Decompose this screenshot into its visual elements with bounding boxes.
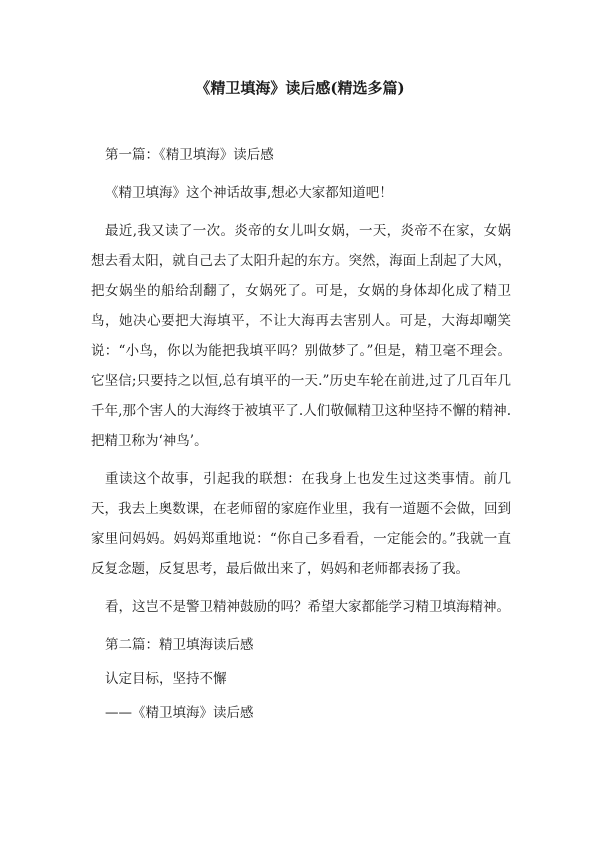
document-body [91, 140, 511, 732]
section-heading-1: 第一篇：《精卫填海》读后感 [105, 147, 274, 163]
paragraph-conclusion: 看，这岂不是警卫精神鼓励的吗？希望大家都能学习精卫填海精神。 [105, 599, 510, 615]
section-heading-2: 第二篇：精卫填海读后感 [105, 637, 254, 653]
subtitle-source: ——《精卫填海》读后感 [105, 705, 254, 721]
subtitle: 认定目标，坚持不懈 [105, 671, 227, 687]
paragraph-intro: 《精卫填海》这个神话故事,想必大家都知道吧！ [105, 185, 393, 201]
paragraph-story: 最近,我又读了一次。炎帝的女儿叫女娲，一天，炎帝不在家，女娲想去看太阳，就自己去了太阳升起的东方。突然，海面上刮起了大风，把女娲坐的船给刮翻了，女娲死了。可是，女娲的身体却化成了精卫鸟，她决心要把大海填平，不让大海再去害别人。可是，大海却嘲笑说：“小鸟，你以为能把我填平吗？别做梦了。”但是，精卫毫不理会。它坚信;只要持之以恒,总有填平的一天.”历史车轮在前进,过了几百年几千年,那个害人的大海终于被填平了.人们敬佩精卫这种坚持不懈的精神.把精卫称为‘神鸟’。 [91, 223, 511, 449]
document-title: 《精卫填海》读后感(精选多篇) [195, 79, 405, 97]
paragraph-reflection: 重读这个故事，引起我的联想：在我身上也发生过这类事情。前几天，我去上奥数课，在老师留的家庭作业里，我有一道题不会做，回到家里问妈妈。妈妈郑重地说：“你自己多看看，一定能会的。”我就一直反复念题，反复思考，最后做出来了，妈妈和老师都表扬了我。 [91, 471, 511, 577]
